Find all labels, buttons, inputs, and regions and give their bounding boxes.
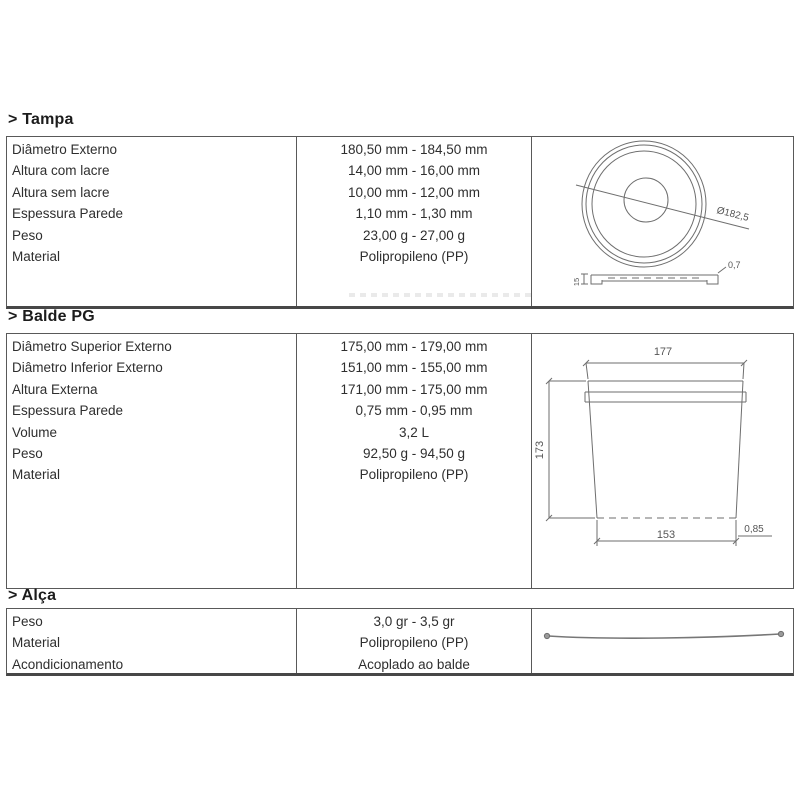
- lid-inner-ring: [592, 151, 696, 257]
- spec-label: Material: [12, 248, 61, 264]
- handle-drawing: [532, 609, 793, 673]
- lid-drawing: [532, 137, 793, 306]
- balde-table: [6, 333, 794, 589]
- lid-second-ring: [586, 145, 702, 263]
- spec-label: Espessura Parede: [12, 403, 124, 419]
- spec-value: 171,00 mm - 175,00 mm: [340, 381, 488, 397]
- lid-profile-left-lip: [591, 275, 602, 284]
- lid-profile-right-lip: [707, 275, 718, 284]
- lid-outer-ring: [582, 141, 706, 267]
- balde-value-column: [297, 334, 532, 588]
- spec-value: 180,50 mm - 184,50 mm: [340, 142, 488, 157]
- bucket-wall-thickness-label: 0,85: [744, 524, 764, 535]
- lid-center-circle: [624, 178, 668, 222]
- spec-label: Peso: [12, 445, 43, 461]
- spec-label: Volume: [12, 424, 58, 440]
- bucket-height-label: 173: [534, 440, 546, 460]
- thickness-leader-line: [718, 267, 726, 273]
- bucket-bottom-width-label: 153: [656, 529, 676, 541]
- bucket-top-width-label: 177: [653, 346, 673, 358]
- bucket-drawing: [532, 334, 793, 588]
- spec-value: 3,0 gr - 3,5 gr: [373, 614, 455, 629]
- handle-right-knob: [778, 631, 783, 636]
- spec-value: 1,10 mm - 1,30 mm: [355, 206, 473, 222]
- spec-label: Material: [12, 467, 61, 483]
- lid-profile-height-label: 15: [572, 277, 581, 287]
- spec-value: 3,2 L: [398, 424, 430, 440]
- balde-drawing-cell: [532, 334, 793, 588]
- spec-label: Peso: [12, 227, 43, 243]
- spec-value: 0,75 mm - 0,95 mm: [355, 403, 473, 419]
- spec-label: Altura com lacre: [12, 163, 110, 179]
- handle-bar: [548, 634, 780, 638]
- tampa-table: [6, 136, 794, 309]
- lid-edge-thickness-label: 0,7: [728, 260, 741, 270]
- tampa-value-column: [297, 137, 532, 306]
- spec-value: Polipropileno (PP): [359, 635, 469, 651]
- lid-diameter-label: Ø182,5: [715, 205, 750, 224]
- spec-label: Acondicionamento: [12, 656, 124, 672]
- spec-label: Diâmetro Externo: [12, 142, 118, 157]
- spec-value: Acoplado ao balde: [358, 656, 470, 672]
- alca-table: [6, 608, 794, 676]
- alca-label-column: [7, 609, 297, 673]
- tampa-label-column: [7, 137, 297, 306]
- spec-label: Peso: [12, 614, 43, 629]
- balde-label-column: [7, 334, 297, 588]
- section-title-balde: > Balde PG: [8, 308, 95, 325]
- ext-line: [586, 363, 588, 379]
- spec-label: Diâmetro Superior Externo: [12, 339, 172, 354]
- spec-value: 151,00 mm - 155,00 mm: [340, 360, 488, 376]
- spec-value: Polipropileno (PP): [359, 467, 469, 483]
- spec-label: Altura Externa: [12, 381, 98, 397]
- spec-value: 10,00 mm - 12,00 mm: [347, 184, 481, 200]
- spec-value: 92,50 g - 94,50 g: [362, 445, 466, 461]
- handle-left-knob: [544, 633, 549, 638]
- spec-label: Material: [12, 635, 61, 651]
- spec-label: Espessura Parede: [12, 206, 124, 222]
- alca-drawing-cell: [532, 609, 793, 673]
- spec-value: 23,00 g - 27,00 g: [362, 227, 466, 243]
- faint-watermark: [349, 293, 534, 297]
- ext-line: [743, 363, 744, 379]
- spec-label: Altura sem lacre: [12, 184, 110, 200]
- spec-label: Diâmetro Inferior Externo: [12, 360, 163, 376]
- spec-value: 14,00 mm - 16,00 mm: [347, 163, 481, 179]
- alca-value-column: [297, 609, 532, 673]
- section-title-alca: > Alça: [8, 587, 57, 604]
- spec-value: 175,00 mm - 179,00 mm: [340, 339, 488, 354]
- tampa-drawing-cell: [532, 137, 793, 306]
- section-title-tampa: > Tampa: [8, 111, 74, 128]
- spec-value: Polipropileno (PP): [359, 248, 469, 264]
